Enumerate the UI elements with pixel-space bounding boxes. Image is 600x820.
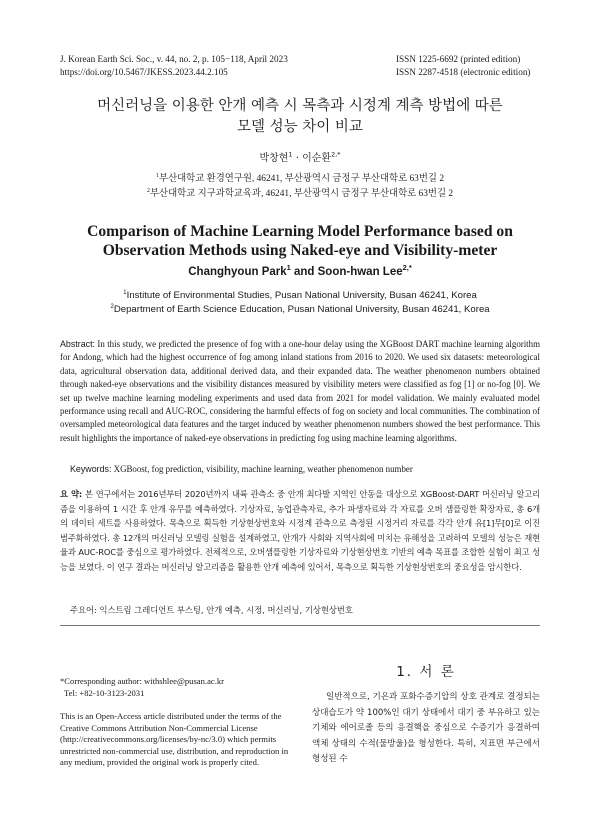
english-title-line2: Observation Methods using Naked-eye and Visibility-meter [102, 242, 498, 259]
english-aff2-sup: 2 [110, 302, 114, 310]
korean-aff2-text: 부산대학교 지구과학교육과, 46241, 부산광역시 금정구 부산대학로 63번길 2 [149, 189, 454, 199]
english-aff1-text: Institute of Environmental Studies, Pusan National University, Busan 46241, Korea [126, 290, 477, 301]
korean-keywords-label: 주요어: [70, 605, 97, 615]
keywords-label: Keywords: [70, 464, 112, 474]
korean-authors [0, 149, 600, 164]
issn-print: ISSN 1225-6692 (printed edition) [396, 54, 521, 64]
english-author2-sup: 2,* [402, 263, 412, 273]
journal-header [60, 53, 288, 78]
korean-keywords-text: 익스트림 그레디언트 부스팅, 안개 예측, 시정, 머신러닝, 기상현상번호 [96, 605, 353, 615]
korean-aff2-sup: 2 [146, 187, 150, 194]
keywords-text: XGBoost, fog prediction, visibility, machine learning, weather phenomenon number [111, 464, 413, 474]
korean-title-line2: 모델 성능 차이 비교 [237, 119, 363, 135]
korean-author2-sup: 2,* [331, 150, 341, 159]
english-author2: Soon-hwan Lee [317, 266, 403, 278]
section-heading-introduction: 1. 서 론 [396, 664, 456, 680]
english-aff1-sup: 1 [123, 288, 127, 296]
abstract-text: In this study, we predicted the presence of fog with a one-hour delay using the XGBoost DART machine learning algorithm for Andong, which had the highest occurrence of fog among inland stations from 2016 to 2020. We used six datasets: meteorological data, agricultural observation data, additional derived data, and their expanded data. The weather phenomenon numbers obtained through naked-eye observations and the visibility distances measured by visibility meters were classified as fog [1] or no-fog [0]. We set up twelve machine learning modeling experiments and used data from 2021 for model validation. We mainly evaluated model performance using recall and AUC-ROC, considering the harmful effects of fog on society and local communities. The combination of oversampled meteorological data features and the target induced by weather phenomenon numbers showed the best performance. This result highlights the importance of naked-eye observations in predicting fog using machine learning algorithms. [60, 339, 540, 443]
english-title-line1: Comparison of Machine Learning Model Performance based on [87, 223, 513, 240]
corresponding-author-footnote [60, 676, 300, 699]
english-and: and [290, 266, 318, 278]
english-title [0, 222, 600, 260]
open-access-notice: This is an Open-Access article distributed under the terms of the Creative Commons Attribution Non-Commercial License (http://creativecommons.org/licenses/by-nc/3.0) which permits unrestricted non-commercial use, distribution, and reproduction in any medium, provided the original work is properly cited. [60, 711, 289, 767]
korean-affiliation-2 [0, 185, 600, 199]
korean-keywords [70, 604, 540, 616]
english-keywords [70, 464, 540, 474]
korean-abstract-text: 본 연구에서는 2016년부터 2020년까지 내륙 관측소 중 안개 최다발 지역인 안동을 대상으로 XGBoost-DART 머신러닝 알고리즘을 이용하여 1 시간 후 안개 유무를 예측하였다. 기상자료, 농업관측자료, 추가 파생자료와 각 자료를 오버 샘플링한 확장자료, 총 6개의 데이터 세트를 사용하였다. 목측으로 획득한 기상현상번호와 시정계 관측으로 측정된 시정거리 자료를 각각 안개 유[1]무[0]로 이진 범주화하였다. 총 12개의 머신러닝 모델링 실험을 설계하였고, 안개가 사회와 지역사회에 미치는 유해성을 고려하여 모델의 성능은 재현율과 AUC-ROC를 중심으로 평가하였다. 전체적으로, 오버샘플링한 기상자료와 기상현상번호 기반의 예측 목표를 조합한 실험이 최고 성능을 보였다. 이 연구 결과는 머신러닝 알고리즘을 활용한 안개 예측에 있어서, 목측으로 획득한 기상현상번호의 중요성을 암시한다. [60, 489, 540, 572]
issn-block [396, 53, 530, 78]
korean-abstract-label: 요 약: [60, 489, 83, 499]
corresponding-email: *Corresponding author: withshlee@pusan.ac.kr [60, 676, 224, 686]
abstract-label: Abstract: [60, 339, 96, 349]
korean-title [0, 96, 600, 138]
english-author1: Changhyoun Park [188, 266, 287, 278]
author-separator: · [292, 153, 303, 164]
korean-aff1-text: 부산대학교 환경연구원, 46241, 부산광역시 금정구 부산대학로 63번길 2 [159, 174, 445, 184]
doi-link[interactable]: https://doi.org/10.5467/JKESS.2023.44.2.105 [60, 66, 228, 77]
english-abstract [60, 338, 540, 445]
korean-aff1-sup: 1 [155, 172, 160, 179]
english-affiliation-1 [0, 290, 600, 301]
english-authors [0, 263, 600, 278]
introduction-paragraph [312, 690, 540, 768]
korean-author1: 박창현 [259, 153, 289, 164]
korean-author2: 이순환 [302, 153, 332, 164]
corresponding-tel: Tel: +82-10-3123-2031 [64, 687, 145, 698]
korean-author1-sup: 1 [288, 150, 293, 159]
korean-affiliation-1 [0, 170, 600, 184]
introduction-text: 일반적으로, 기온과 포화수증기압의 상호 관계로 결정되는 상대습도가 약 100%인 대기 상태에서 대기 중 부유하고 있는 기체와 에어로졸 등의 응결핵을 중심으로 수증기가 응결하여 액체 상태의 수적(물방울)을 형성한다. 특히, 지표면 부근에서 형성된 수 [312, 692, 540, 764]
english-author1-sup: 1 [286, 263, 291, 273]
issn-electronic: ISSN 2287-4518 (electronic edition) [396, 66, 531, 77]
korean-title-line1: 머신러닝을 이용한 안개 예측 시 목측과 시정계 계측 방법에 따른 [97, 98, 503, 114]
english-affiliation-2 [0, 304, 600, 315]
korean-abstract [60, 487, 540, 575]
english-aff2-text: Department of Earth Science Education, Pusan National University, Busan 46241, Korea [113, 304, 490, 315]
journal-citation: J. Korean Earth Sci. Soc., v. 44, no. 2, p. 105−118, April 2023 [60, 54, 288, 64]
section-divider [60, 625, 540, 626]
